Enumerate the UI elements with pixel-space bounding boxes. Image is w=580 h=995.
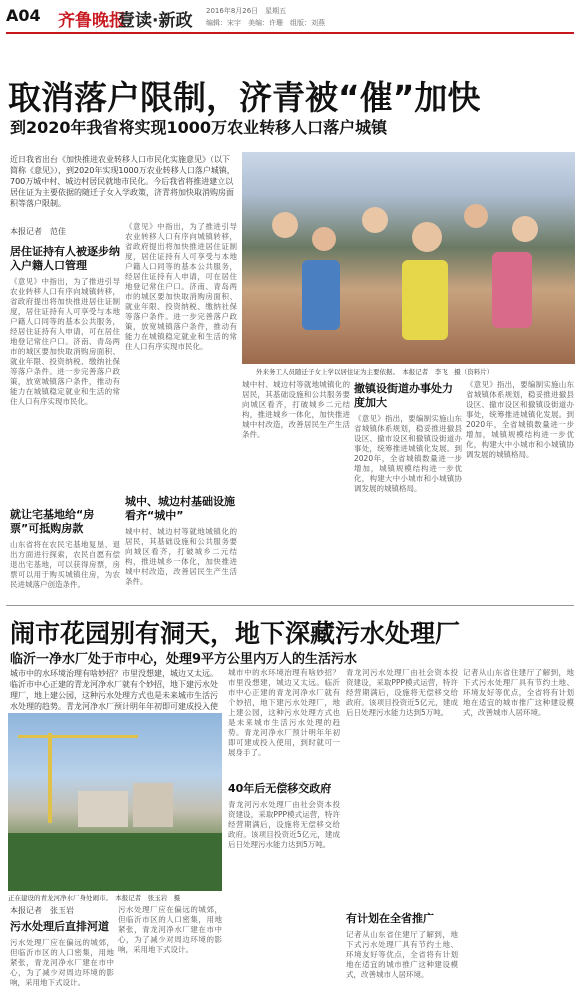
second-photo-caption: 正在建设的青龙河净水厂身处闹市。 本报记者 张玉岩 摄 bbox=[8, 894, 181, 902]
lead-photo-caption: 外来务工人员随迁子女上学以居住证为主要依据。 本报记者 李飞 摄（资料片） bbox=[256, 368, 494, 376]
second-byline: 本报记者 张玉岩 bbox=[10, 906, 74, 915]
second-section-3-text: 记者从山东省住建厅了解到，地下式污水处理厂具有节约土地、环境友好等优点，全省将有计划地在适宜的城市推广这种建设模式，改善城市人居环境。 bbox=[346, 930, 458, 979]
lead-section-4-heading: 撤镇设街道办事处力度加大 bbox=[354, 382, 453, 409]
second-lede: 城市中的水环境治理有啥妙招？市里没想建，城边又太远。临沂市中心正建的青龙河净水厂就有个妙招，地下建污水处理厂，地上建公园，这种污水处理方式也是未来城市生活污水处理的趋势。青龙河净水厂预计明年年初即可建成投入使 bbox=[10, 669, 218, 711]
section-divider bbox=[6, 605, 574, 606]
second-column-3-text: 城市中的水环境治理有啥妙招？市里没想建，城边又太远。临沂市中心正建的青龙河净水厂就有个妙招，地下建污水处理厂，地上建公园，这种污水处理方式也是未来城市生活污水处理的趋势。青龙河净水厂预计明年年初即可建成投入使用，到时就可一展身手了。 bbox=[228, 668, 340, 757]
second-column-4-text: 青龙河污水处理厂由社会资本投资建设，采取PPP模式运营，特许经营期满后，设施将无偿移交给政府。该项目投资近5亿元，建成后日处理污水能力达到5万吨。 bbox=[346, 668, 458, 717]
lead-section-2-heading: 就让宅基地给“房票”可抵购房款 bbox=[10, 508, 95, 535]
page-number: A04 bbox=[6, 6, 41, 25]
lead-section-4-text: 《意见》指出，要编制实施山东省城镇体系规划，稳妥推进撤县设区、撤市设区和撤镇设街道办事处，统筹推进城镇化发展。到2020年，全省城镇数量进一步增加，城镇规模结构进一步优化，构建大中小城市和小城镇协调发展的城镇格局。 bbox=[354, 414, 462, 493]
second-section-1-text: 污水处理厂应在偏远的城郊，但临沂市区的人口密集，用地紧张，青龙河净水厂建在市中心，为了减少对周边环境的影响，采用地下式设计。 bbox=[10, 938, 114, 987]
second-column-2-text: 污水处理厂应在偏远的城郊，但临沂市区的人口密集，用地紧张，青龙河净水厂建在市中心，为了减少对周边环境的影响，采用地下式设计。 bbox=[118, 905, 222, 954]
second-column-5-text: 记者从山东省住建厅了解到，地下式污水处理厂具有节约土地、环境友好等优点，全省将有计划地在适宜的城市推广这种建设模式，改善城市人居环境。 bbox=[463, 668, 574, 717]
lead-section-2-text: 山东省将在农民宅基地复垦、退出方面进行探索，农民自愿有偿退出宅基地，可以获得房票，房票可以用于购买城镇住房，为农民进城落户创造条件。 bbox=[10, 540, 120, 589]
editor-credits: 编辑：宋宇 美编：许珊 组版：刘燕 bbox=[206, 19, 325, 27]
lead-column-2-text: 《意见》中指出，为了推进引导农业转移人口有序向城镇转移，省政府提出将加快推进居住证制度，居住证持有人可享受与本地户籍人口同等的基本公共服务，经居住证持有人申请，可在居住地登记常住户口。济南、青岛两市的城区要加快取消购房面积、就业年限、投资纳税、缴纳社保等落户条件。进一步完善落户政策，放宽城镇落户条件，推动有能力在城镇稳定就业和生活的常住人口有序实现市民化。 bbox=[125, 222, 237, 351]
lead-lede: 近日我省出台《加快推进农业转移人口市民化实施意见》（以下简称《意见》），到2020年实现1000万农业转移人口落户城镇，700万城中村、城边村居民就地市民化。今后我省将推进建立以居住证为主要依据的随迁子女入学政策，济青将加快取消购房面积等落户限制。 bbox=[10, 155, 235, 208]
second-section-1-heading: 污水处理后直排河道 bbox=[10, 920, 109, 933]
lead-byline: 本报记者 范佳 bbox=[10, 227, 66, 236]
second-section-2-heading: 40年后无偿移交政府 bbox=[228, 782, 332, 795]
lead-section-1-heading: 居住证持有人被逐步纳入户籍人口管理 bbox=[10, 245, 120, 272]
issue-date: 2016年8月26日 星期五 bbox=[206, 7, 287, 15]
lead-column-3-text: 城中村、城边村等就地城镇化的居民，其基础设施和公共服务要向城区看齐，打破城乡二元结构，推进城乡一体化，加快推进城中村改造，改善居民生产生活条件。 bbox=[242, 380, 350, 439]
lead-subheadline: 到2020年我省将实现1000万农业转移人口落户城镇 bbox=[10, 118, 388, 137]
lead-section-3-text: 城中村、城边村等就地城镇化的居民，其基础设施和公共服务要向城区看齐，打破城乡二元结构，推进城乡一体化，加快推进城中村改造，改善居民生产生活条件。 bbox=[125, 527, 237, 586]
section-name: 壹读·新政 bbox=[118, 11, 193, 31]
second-section-2-text: 青龙河污水处理厂由社会资本投资建设，采取PPP模式运营，特许经营期满后，设施将无偿移交给政府。该项目投资近5亿元，建成后日处理污水能力达到5万吨。 bbox=[228, 800, 340, 849]
second-section-3-heading: 有计划在全省推广 bbox=[346, 912, 434, 925]
lead-section-3-heading: 城中、城边村基础设施看齐“城中” bbox=[125, 495, 235, 522]
lead-headline: 取消落户限制，济青被“催”加快 bbox=[8, 78, 481, 117]
masthead bbox=[6, 4, 574, 34]
newspaper-logo: 齐鲁晚报 bbox=[58, 11, 126, 31]
second-subheadline: 临沂一净水厂处于市中心，处理9平方公里内万人的生活污水 bbox=[10, 652, 358, 667]
second-headline: 闹市花园别有洞天，地下深藏污水处理厂 bbox=[10, 619, 461, 648]
lead-photo bbox=[242, 152, 575, 364]
lead-section-1-text: 《意见》中指出，为了推进引导农业转移人口有序向城镇转移，省政府提出将加快推进居住证制度，居住证持有人可享受与本地户籍人口同等的基本公共服务，经居住证持有人申请，可在居住地登记常住户口。济南、青岛两市的城区要加快取消购房面积、就业年限、投资纳税、缴纳社保等落户条件。进一步完善落户政策，放宽城镇落户条件，推动有能力在城镇稳定就业和生活的常住人口有序实现市民化。 bbox=[10, 277, 120, 406]
lead-column-5-text: 《意见》指出，要编制实施山东省城镇体系规划，稳妥推进撤县设区、撤市设区和撤镇设街道办事处，统筹推进城镇化发展。到2020年，全省城镇数量进一步增加，城镇规模结构进一步优化，构建大中小城市和小城镇协调发展的城镇格局。 bbox=[466, 380, 574, 459]
second-photo bbox=[8, 713, 222, 891]
